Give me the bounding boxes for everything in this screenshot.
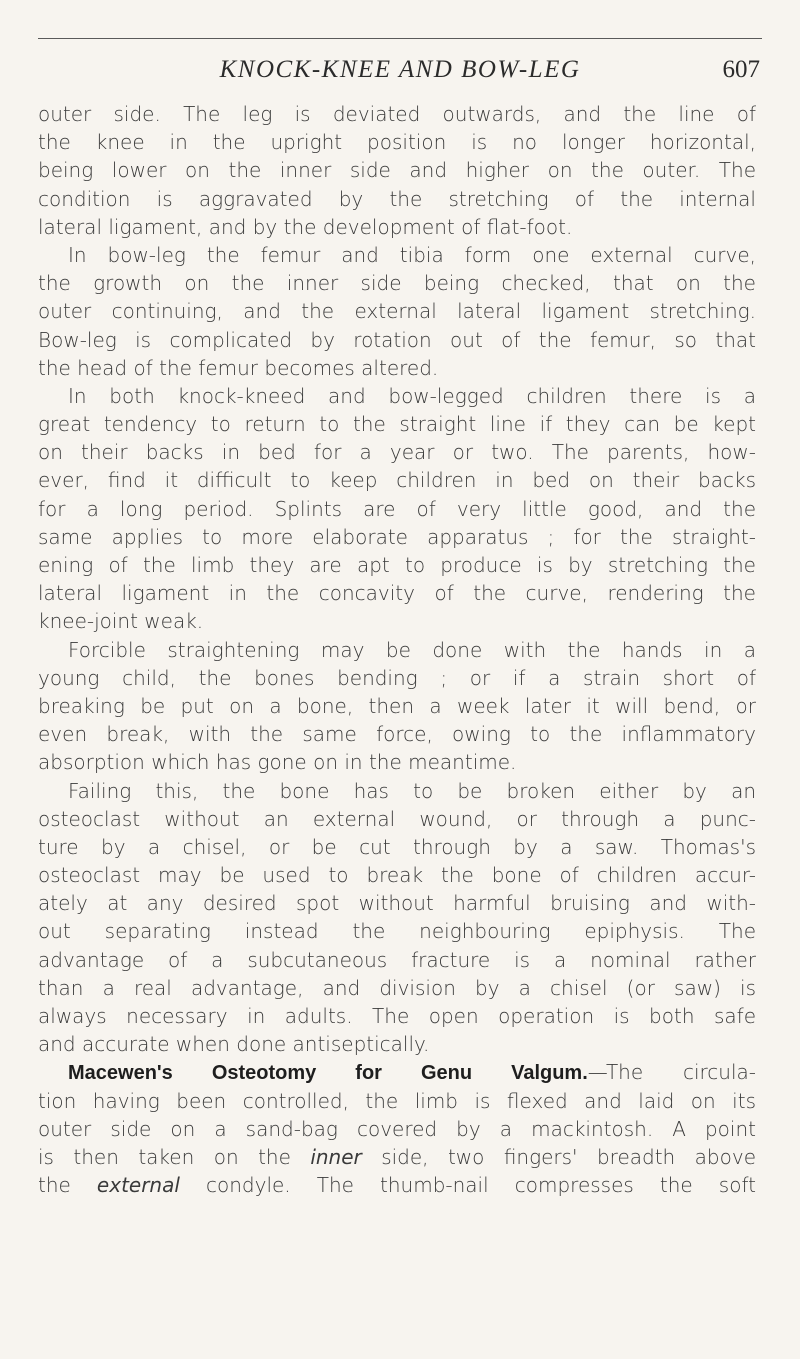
text-line: osteoclast without an external wound, or through a punc- [38,806,756,831]
section-heading: Macewen's Osteotomy for Genu Valgum. [68,1062,588,1085]
text-line: same applies to more elaborate apparatus ; for the straight- [38,524,756,549]
text-line: Forcible straightening may be done with the hands in a [68,637,756,662]
text-line: great tendency to return to the straight line if they can be kept [38,412,756,437]
italic-text: inner [310,1144,362,1169]
text-line [38,1143,756,1171]
macewen-heading-line [38,1058,756,1086]
text-line: on their backs in bed for a year or two. The parents, how- [38,440,756,465]
text-line: Bow-leg is complicated by rotation out of the femur, so that [38,327,756,352]
text-line [38,1171,756,1199]
text-run: is then taken on the [38,1144,311,1169]
text-run: —The circula- [587,1060,756,1085]
paragraph-lines [38,100,756,1058]
page-number: 607 [722,56,760,83]
body-text [38,100,756,1199]
text-run: the [38,1173,97,1198]
text-line: tion having been controlled, the limb is flexed and laid on its [38,1088,756,1113]
text-line: the knee in the upright position is no longer horizontal, [38,130,756,155]
text-line: advantage of a subcutaneous fracture is a nominal rather [38,947,756,972]
text-line: lateral ligament in the concavity of the curve, rendering the [38,581,756,606]
text-line: outer side. The leg is deviated outwards, and the line of [38,102,756,126]
running-title: KNOCK-KNEE AND BOW-LEG [219,56,581,83]
text-line: absorption which has gone on in the meantime. [38,750,517,775]
text-run: condyle. The thumb-nail compresses the soft [179,1173,756,1198]
text-line: ening of the limb they are apt to produce is by stretching the [38,553,756,577]
text-line: outer continuing, and the external lateral ligament stretching. [38,299,756,324]
text-line: breaking be put on a bone, then a week later it will bend, or [38,693,756,718]
text-line: the head of the femur becomes altered. [38,355,439,380]
text-line: osteoclast may be used to break the bone of children accur- [38,863,756,888]
text-line: condition is aggravated by the stretching of the internal [38,186,756,211]
text-line: Failing this, the bone has to be broken either by an [68,778,756,803]
text-line: ever, find it difficult to keep children in bed on their backs [38,468,756,493]
top-rule [38,38,762,39]
text-line: even break, with the same force, owing to the inflammatory [38,722,756,747]
text-line: young child, the bones bending ; or if a strain short of [38,665,756,690]
text-line: than a real advantage, and division by a chisel (or saw) is [38,975,756,1000]
text-run: side, two fingers' breadth above [361,1144,756,1169]
text-line: and accurate when done antiseptically. [38,1032,430,1057]
text-line: the growth on the inner side being checked, that on the [38,271,756,296]
italic-text: external [96,1173,180,1198]
text-line: In both knock-kneed and bow-legged children there is a [68,383,756,408]
text-line: ture by a chisel, or be cut through by a saw. Thomas's [38,834,756,859]
text-line: lateral ligament, and by the development of flat-foot. [38,214,573,239]
text-line: outer side on a sand-bag covered by a mackintosh. A point [38,1116,756,1141]
text-line: out separating instead the neighbouring epiphysis. The [38,919,756,944]
text-line: knee-joint weak. [38,609,204,634]
text-line: ately at any desired spot without harmful bruising and with- [38,891,756,916]
text-line: always necessary in adults. The open operation is both safe [38,1004,756,1028]
text-line: In bow-leg the femur and tibia form one external curve, [68,242,756,267]
text-line: being lower on the inner side and higher on the outer. The [38,158,756,183]
text-line: for a long period. Splints are of very little good, and the [38,496,756,521]
